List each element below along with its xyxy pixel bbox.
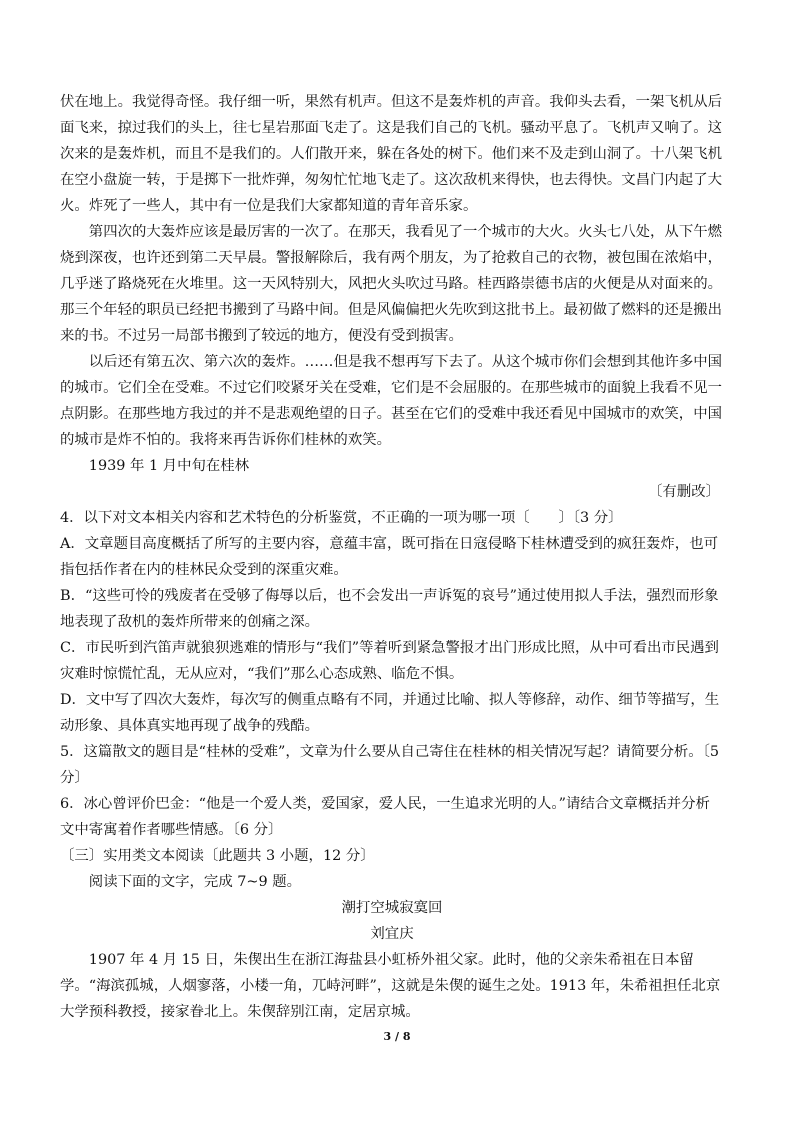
question-4-option-a: A．文章题目高度概括了所写的主要内容，意蕴丰富，既可指在日寇侵略下桂林遭受到的疯狂轰炸，也可指包括作者在内的桂林民众受到的深重灾难。 <box>60 536 718 578</box>
page-content <box>60 89 724 1025</box>
section-3-instruction: 阅读下面的文字，完成 7~9 题。 <box>88 874 302 890</box>
article-title: 潮打空城寂寞回 <box>341 900 443 916</box>
question-5: 5．这篇散文的题目是“桂林的受难”，文章为什么要从自己寄住在桂林的相关情况写起？请简要分析。〔5 分〕 <box>60 744 720 786</box>
article-paragraph-1: 1907 年 4 月 15 日，朱偰出生在浙江海盐县小虹桥外祖父家。此时，他的父亲朱希祖在日本留学。“海滨孤城，人烟寥落，小楼一角，兀峙河畔”，这就是朱偰的诞生之处。1913 年，朱希祖担任北京大学预科教授，接家眷北上。朱偰辞别江南，定居京城。 <box>60 952 721 1020</box>
source-note: 〔有删改〕 <box>648 484 720 500</box>
section-3-heading: 〔三〕实用类文本阅读〔此题共 3 小题，12 分〕 <box>60 848 375 864</box>
question-4-option-c: C．市民听到汽笛声就狼狈逃难的情形与“我们”等着听到紧急警报才出门形成比照，从中可看出市民遇到灾难时惊慌忙乱，无从应对，“我们”那么心态成熟、临危不惧。 <box>60 640 719 682</box>
body-paragraph-3: 以后还有第五次、第六次的轰炸。……但是我不想再写下去了。从这个城市你们会想到其他许多中国的城市。它们全在受难。不过它们咬紧牙关在受难，它们是不会屈服的。在那些城市的面貌上我看不见一点阴影。在那些地方我过的并不是悲观绝望的日子。甚至在它们的受难中我还看见中国城市的欢笑，中国的城市是炸不怕的。我将来再告诉你们桂林的欢笑。 <box>60 354 722 448</box>
question-6: 6．冰心曾评价巴金：“他是一个爱人类，爱国家，爱人民，一生追求光明的人。”请结合文章概括并分析文中寄寓着作者哪些情感。〔6 分〕 <box>60 796 710 838</box>
body-paragraph-2: 第四次的大轰炸应该是最厉害的一次了。在那天，我看见了一个城市的大火。火头七八处，从下午燃烧到深夜，也许还到第二天早晨。警报解除后，我有两个朋友，为了抢救自己的衣物，被包围在浓焰中，几乎迷了路烧死在火堆里。这一天风特别大，风把火头吹过马路。桂西路崇德书店的火便是从对面来的。那三个年轻的职员已经把书搬到了马路中间。但是风偏偏把火先吹到这批书上。最初做了燃料的还是搬出来的书。不过另一局部书搬到了较远的地方，便没有受到损害。 <box>60 224 722 344</box>
date-line: 1939 年 1 月中旬在桂林 <box>88 458 250 474</box>
page-number: 3 / 8 <box>383 1030 411 1043</box>
body-paragraph-1: 伏在地上。我觉得奇怪。我仔细一听，果然有机声。但这不是轰炸机的声音。我仰头去看，一架飞机从后面飞来，掠过我们的头上，往七星岩那面飞走了。这是我们自己的飞机。骚动平息了。飞机声又响了。这次来的是轰炸机，而且不是我们的。人们散开来，躲在各处的树下。他们来不及走到山洞了。十八架飞机在空小盘旋一转，于是掷下一批炸弹，匆匆忙忙地飞走了。这次敌机来得快，也去得快。文昌门内起了大火。炸死了一些人，其中有一位是我们大家都知道的青年音乐家。 <box>60 94 722 214</box>
article-author: 刘宜庆 <box>370 926 414 942</box>
question-4-option-b: B．“这些可怜的残废者在受够了侮辱以后，也不会发出一声诉冤的哀号”通过使用拟人手法，强烈而形象地表现了敌机的轰炸所带来的创痛之深。 <box>60 588 719 630</box>
question-4-option-d: D．文中写了四次大轰炸，每次写的侧重点略有不同，并通过比喻、拟人等修辞，动作、细节等描写，生动形象、具体真实地再现了战争的残酷。 <box>60 692 720 734</box>
question-4: 4．以下对文本相关内容和艺术特色的分析鉴赏，不正确的一项为哪一项〔 〕〔3 分〕 <box>60 510 623 526</box>
